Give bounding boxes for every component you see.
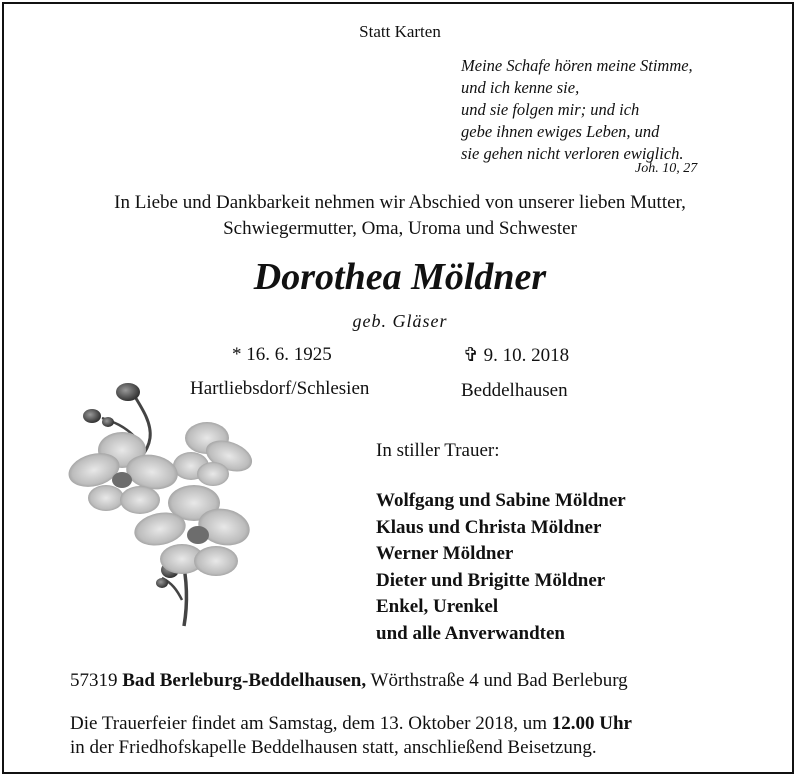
mourner-item: Klaus und Christa Möldner bbox=[376, 516, 602, 538]
orchid-flower-icon bbox=[62, 378, 272, 628]
intro-text bbox=[0, 190, 800, 242]
mourner-item: Dieter und Brigitte Möldner bbox=[376, 569, 606, 591]
intro-line-1: In Liebe und Dankbarkeit nehmen wir Abschied von unserer lieben Mutter, bbox=[114, 192, 686, 213]
mourner-item: Wolfgang und Sabine Möldner bbox=[376, 490, 626, 511]
birth-place: Hartliebsdorf/Schlesien bbox=[190, 378, 370, 399]
service-line-2: in der Friedhofskapelle Beddelhausen statt, anschließend Beisetzung. bbox=[70, 737, 597, 758]
mourners-list bbox=[376, 488, 626, 647]
mourner-item: und alle Anverwandten bbox=[376, 622, 565, 644]
service-info bbox=[70, 712, 632, 760]
verse-line: und ich kenne sie, bbox=[461, 78, 580, 97]
death-place: Beddelhausen bbox=[461, 380, 568, 401]
address-line bbox=[70, 670, 628, 692]
header-statt-karten: Statt Karten bbox=[359, 22, 441, 41]
verse-line: sie gehen nicht verloren ewiglich. bbox=[461, 144, 684, 163]
birth-date: * 16. 6. 1925 bbox=[232, 344, 332, 365]
verse-line: gebe ihnen ewiges Leben, und bbox=[461, 122, 660, 141]
intro-line-2: Schwiegermutter, Oma, Uroma und Schwester bbox=[223, 218, 577, 239]
address-place: Bad Berleburg-Beddelhausen, bbox=[122, 670, 367, 691]
deceased-name: Dorothea Möldner bbox=[253, 256, 547, 298]
service-time: 12.00 Uhr bbox=[551, 713, 632, 734]
verse-line: und sie folgen mir; und ich bbox=[461, 100, 640, 119]
service-text: Die Trauerfeier findet am Samstag, dem 13. Oktober 2018, um bbox=[70, 713, 548, 734]
bible-verse bbox=[461, 55, 693, 165]
verse-line: Meine Schafe hören meine Stimme, bbox=[461, 56, 693, 75]
address-zip: 57319 bbox=[70, 670, 118, 691]
mourners-heading: In stiller Trauer: bbox=[376, 440, 500, 461]
maiden-name: geb. Gläser bbox=[352, 311, 448, 331]
mourner-item: Enkel, Urenkel bbox=[376, 596, 499, 617]
death-date: ✞ 9. 10. 2018 bbox=[463, 345, 570, 366]
service-line-1 bbox=[70, 712, 632, 736]
verse-reference: Joh. 10, 27 bbox=[635, 161, 698, 176]
address-rest: Wörthstraße 4 und Bad Berleburg bbox=[370, 670, 628, 691]
mourner-item: Werner Möldner bbox=[376, 543, 514, 564]
